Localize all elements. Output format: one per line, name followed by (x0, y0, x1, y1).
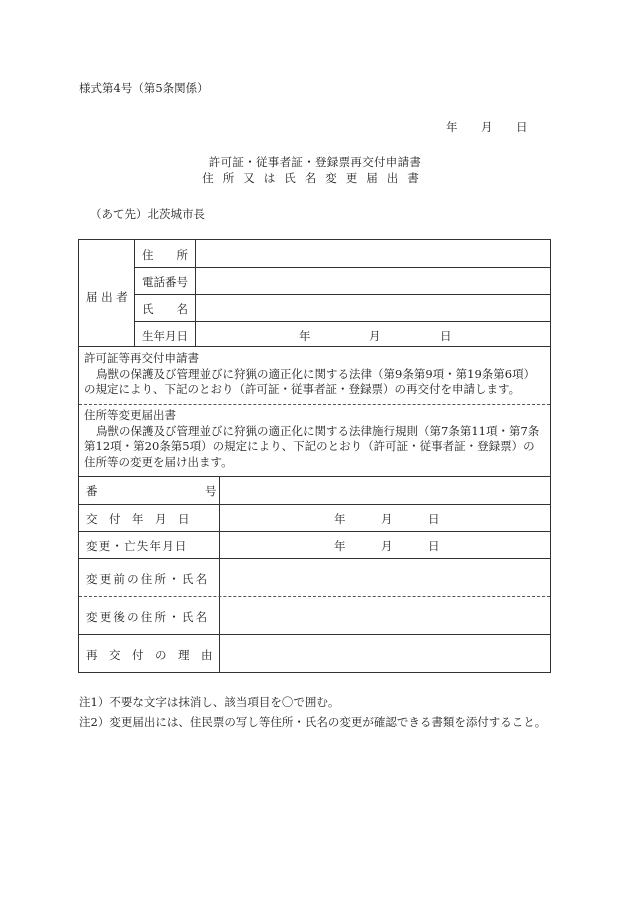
form-title-change: 住所又は氏名変更届出書 (202, 171, 428, 185)
name-label: 氏 名 (142, 302, 188, 316)
birth-year: 年 (299, 329, 311, 343)
change-date-label: 変更・亡失年月日 (86, 539, 188, 553)
addressee: （あて先）北茨城市長 (90, 207, 205, 221)
note-2: 注2）変更届出には、住民票の写し等住所・氏名の変更が確認できる書類を添付すること。 (79, 715, 547, 729)
form-id: 様式第4号（第5条関係） (79, 81, 209, 95)
applicant-group-label: 届 出 者 (86, 290, 128, 304)
change-body: 鳥獣の保護及び管理並びに狩猟の適正化に関する法律施行規則（第7条第11項・第7条第12項・第20条第5項）の規定により、下記のとおり（許可証・従事者証・登録票）の住所等の変更を届け出ます。 (84, 423, 540, 469)
phone-label: 電話番号 (142, 275, 188, 289)
header-day: 日 (516, 120, 528, 134)
applicant-table (78, 239, 551, 347)
birth-month: 月 (369, 329, 381, 343)
reissue-heading: 許可証等再交付申請書 (84, 351, 199, 365)
application-table (78, 346, 551, 673)
birthdate-label: 生年月日 (142, 329, 188, 343)
change-year: 年 (334, 539, 346, 553)
before-change-label: 変更前の住所・氏名 (86, 572, 210, 586)
issue-date-label: 交 付 年 月 日 (86, 512, 190, 526)
issue-month: 月 (381, 512, 393, 526)
issue-day: 日 (428, 512, 440, 526)
note-1: 注1）不要な文字は抹消し、該当項目を〇で囲む。 (79, 695, 340, 709)
form-title-reissue: 許可証・従事者証・登録票再交付申請書 (208, 155, 422, 169)
reissue-section (84, 351, 544, 398)
change-month: 月 (381, 539, 393, 553)
change-heading: 住所等変更届出書 (84, 408, 176, 422)
change-section (84, 408, 544, 470)
address-label: 住 所 (142, 248, 188, 262)
change-day: 日 (428, 539, 440, 553)
header-year: 年 (446, 120, 458, 134)
number-label: 番 (86, 484, 98, 498)
after-change-label: 変更後の住所・氏名 (86, 610, 210, 624)
issue-year: 年 (334, 512, 346, 526)
reissue-body: 鳥獣の保護及び管理並びに狩猟の適正化に関する法律（第9条第9項・第19条第6項）の規定により、下記のとおり（許可証・従事者証・登録票）の再交付を申請します。 (84, 366, 536, 396)
birth-day: 日 (440, 329, 452, 343)
header-month: 月 (481, 120, 493, 134)
reissue-reason-label: 再 交 付 の 理 由 (86, 648, 213, 662)
number-label-suffix: 号 (205, 484, 217, 498)
